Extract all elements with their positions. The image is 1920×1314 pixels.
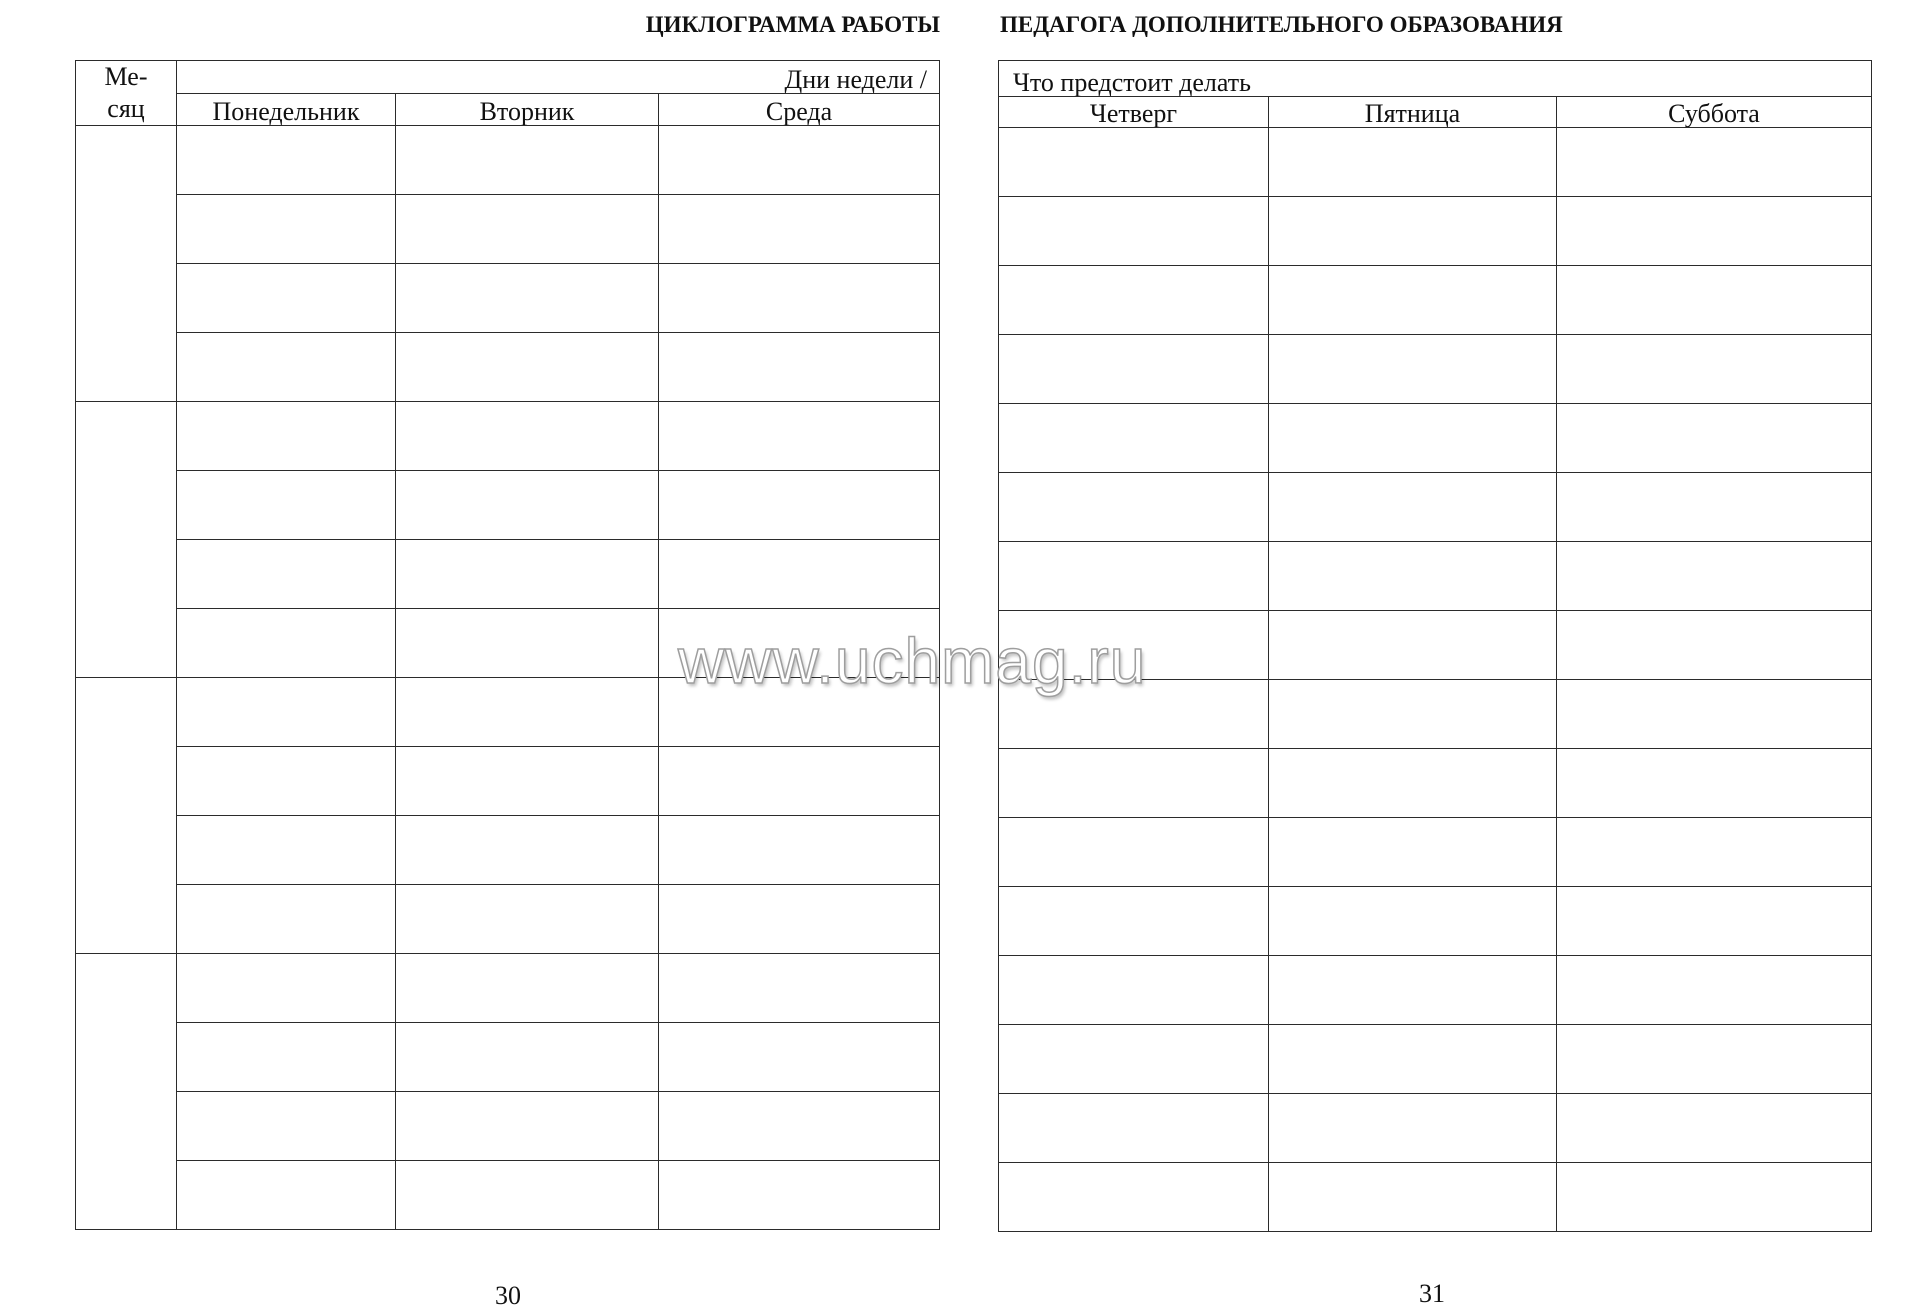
page-number-left: 30	[495, 1281, 521, 1310]
table-row	[76, 954, 940, 1023]
table-row	[76, 885, 940, 954]
schedule-cell[interactable]	[659, 333, 940, 402]
schedule-cell[interactable]	[1269, 818, 1557, 887]
table-row	[999, 266, 1872, 335]
schedule-cell[interactable]	[396, 885, 659, 954]
schedule-cell[interactable]	[396, 402, 659, 471]
schedule-cell[interactable]	[999, 887, 1269, 956]
schedule-cell[interactable]	[177, 954, 396, 1023]
schedule-cell[interactable]	[1557, 818, 1872, 887]
schedule-cell[interactable]	[1557, 611, 1872, 680]
schedule-cell[interactable]	[396, 126, 659, 195]
table-row	[999, 818, 1872, 887]
month-column-header: Ме- сяц	[76, 61, 177, 126]
schedule-cell[interactable]	[659, 126, 940, 195]
schedule-cell[interactable]	[177, 1023, 396, 1092]
table-row	[76, 402, 940, 471]
column-header-saturday: Суббота	[1557, 97, 1872, 128]
schedule-cell[interactable]	[1557, 1025, 1872, 1094]
schedule-cell[interactable]	[396, 609, 659, 678]
schedule-cell[interactable]	[396, 1161, 659, 1230]
schedule-cell[interactable]	[1269, 887, 1557, 956]
table-row	[76, 747, 940, 816]
schedule-cell[interactable]	[659, 816, 940, 885]
schedule-cell[interactable]	[659, 1023, 940, 1092]
schedule-cell[interactable]	[1269, 128, 1557, 197]
month-cell[interactable]	[76, 126, 177, 402]
schedule-cell[interactable]	[1557, 128, 1872, 197]
column-header-monday: Понедельник	[177, 93, 396, 126]
schedule-cell[interactable]	[659, 747, 940, 816]
schedule-cell[interactable]	[177, 1161, 396, 1230]
schedule-cell[interactable]	[177, 540, 396, 609]
table-row	[999, 473, 1872, 542]
schedule-cell[interactable]	[1269, 335, 1557, 404]
schedule-cell[interactable]	[177, 1092, 396, 1161]
schedule-cell[interactable]	[177, 333, 396, 402]
schedule-cell[interactable]	[1269, 956, 1557, 1025]
schedule-cell[interactable]	[1557, 266, 1872, 335]
schedule-cell[interactable]	[177, 195, 396, 264]
schedule-cell[interactable]	[1557, 887, 1872, 956]
schedule-cell[interactable]	[659, 402, 940, 471]
schedule-cell[interactable]	[1269, 542, 1557, 611]
table-row	[999, 1025, 1872, 1094]
schedule-cell[interactable]	[1557, 404, 1872, 473]
table-row	[999, 1094, 1872, 1163]
schedule-cell[interactable]	[177, 264, 396, 333]
schedule-cell[interactable]	[1269, 1094, 1557, 1163]
schedule-cell[interactable]	[396, 1092, 659, 1161]
schedule-cell[interactable]	[1557, 749, 1872, 818]
schedule-cell[interactable]	[1557, 542, 1872, 611]
schedule-cell[interactable]	[1269, 404, 1557, 473]
schedule-cell[interactable]	[396, 954, 659, 1023]
schedule-cell[interactable]	[1269, 473, 1557, 542]
schedule-cell[interactable]	[999, 128, 1269, 197]
table-row	[999, 542, 1872, 611]
table-row	[76, 1161, 940, 1230]
schedule-cell[interactable]	[1269, 611, 1557, 680]
schedule-cell[interactable]	[1557, 1163, 1872, 1232]
schedule-cell[interactable]	[1269, 1163, 1557, 1232]
schedule-cell[interactable]	[659, 471, 940, 540]
schedule-cell[interactable]	[396, 816, 659, 885]
table-row	[999, 197, 1872, 266]
schedule-cell[interactable]	[396, 471, 659, 540]
schedule-cell[interactable]	[999, 1025, 1269, 1094]
schedule-cell[interactable]	[659, 1161, 940, 1230]
schedule-cell[interactable]	[999, 956, 1269, 1025]
table-row	[76, 471, 940, 540]
schedule-cell[interactable]	[396, 195, 659, 264]
schedule-cell[interactable]	[396, 747, 659, 816]
schedule-cell[interactable]	[396, 540, 659, 609]
schedule-cell[interactable]	[659, 540, 940, 609]
table-row	[999, 128, 1872, 197]
schedule-cell[interactable]	[1557, 1094, 1872, 1163]
month-cell[interactable]	[76, 954, 177, 1230]
schedule-cell[interactable]	[1269, 197, 1557, 266]
title-right: ПЕДАГОГА ДОПОЛНИТЕЛЬНОГО ОБРАЗОВАНИЯ	[1000, 12, 1563, 37]
schedule-cell[interactable]	[177, 678, 396, 747]
schedule-cell[interactable]	[999, 266, 1269, 335]
schedule-cell[interactable]	[177, 609, 396, 678]
schedule-cell[interactable]	[999, 1163, 1269, 1232]
column-header-thursday: Четверг	[999, 97, 1269, 128]
schedule-cell[interactable]	[1557, 473, 1872, 542]
schedule-cell[interactable]	[999, 404, 1269, 473]
schedule-cell[interactable]	[999, 1094, 1269, 1163]
schedule-cell[interactable]	[659, 954, 940, 1023]
title-left: ЦИКЛОГРАММА РАБОТЫ	[645, 12, 940, 37]
table-row	[76, 1092, 940, 1161]
column-header-tuesday: Вторник	[396, 93, 659, 126]
schedule-cell[interactable]	[1269, 680, 1557, 749]
table-row	[76, 333, 940, 402]
month-cell[interactable]	[76, 678, 177, 954]
schedule-cell[interactable]	[1557, 680, 1872, 749]
schedule-cell[interactable]	[177, 126, 396, 195]
schedule-cell[interactable]	[659, 885, 940, 954]
schedule-cell[interactable]	[177, 747, 396, 816]
schedule-cell[interactable]	[1557, 197, 1872, 266]
table-row	[76, 1023, 940, 1092]
table-row	[76, 264, 940, 333]
table-row	[999, 956, 1872, 1025]
schedule-cell[interactable]	[177, 471, 396, 540]
schedule-cell[interactable]	[396, 333, 659, 402]
schedule-cell[interactable]	[999, 818, 1269, 887]
schedule-cell[interactable]	[1269, 266, 1557, 335]
watermark: www.uchmag.ru	[678, 625, 1147, 697]
table-row	[999, 887, 1872, 956]
schedule-cell[interactable]	[1557, 956, 1872, 1025]
schedule-cell[interactable]	[1557, 335, 1872, 404]
month-cell[interactable]	[76, 402, 177, 678]
schedule-cell[interactable]	[1269, 749, 1557, 818]
schedule-cell[interactable]	[396, 264, 659, 333]
table-row	[76, 816, 940, 885]
schedule-cell[interactable]	[999, 197, 1269, 266]
table-row	[999, 404, 1872, 473]
table-row	[76, 126, 940, 195]
schedule-cell[interactable]	[177, 885, 396, 954]
schedule-cell[interactable]	[999, 542, 1269, 611]
todo-header: Что предстоит делать	[999, 61, 1872, 97]
schedule-cell[interactable]	[999, 335, 1269, 404]
schedule-cell[interactable]	[396, 678, 659, 747]
schedule-cell[interactable]	[659, 1092, 940, 1161]
table-row	[999, 749, 1872, 818]
table-row	[999, 1163, 1872, 1232]
schedule-cell[interactable]	[659, 195, 940, 264]
weekdays-header: Дни недели /	[177, 61, 940, 94]
schedule-cell[interactable]	[396, 1023, 659, 1092]
schedule-cell[interactable]	[659, 264, 940, 333]
table-row	[76, 195, 940, 264]
schedule-cell[interactable]	[999, 473, 1269, 542]
column-header-wednesday: Среда	[659, 93, 940, 126]
table-row	[999, 335, 1872, 404]
schedule-cell[interactable]	[177, 402, 396, 471]
schedule-cell[interactable]	[177, 816, 396, 885]
schedule-cell[interactable]	[999, 749, 1269, 818]
schedule-cell[interactable]	[1269, 1025, 1557, 1094]
page-number-right: 31	[1419, 1279, 1445, 1308]
table-row	[76, 540, 940, 609]
column-header-friday: Пятница	[1269, 97, 1557, 128]
